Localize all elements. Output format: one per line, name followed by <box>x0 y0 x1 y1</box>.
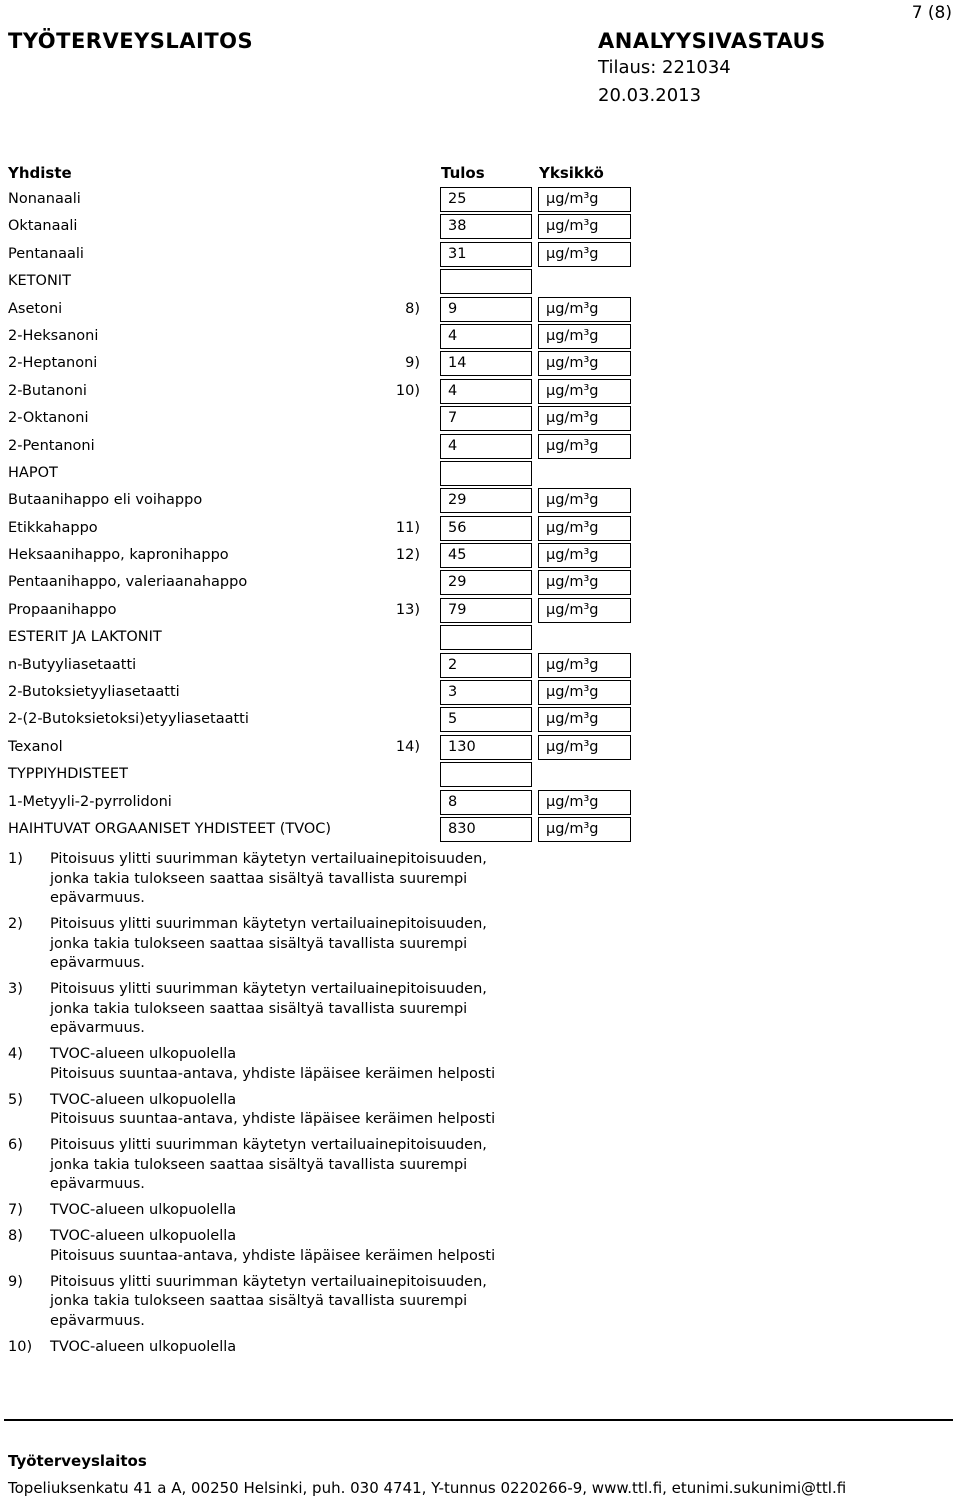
result-cell-border <box>440 269 532 294</box>
table-row <box>0 652 640 679</box>
footnote <box>0 1045 640 1084</box>
results-table <box>0 186 640 843</box>
result-value: 3 <box>448 684 458 701</box>
result-value: 79 <box>448 601 467 618</box>
table-row <box>0 241 640 268</box>
table-row <box>0 679 640 706</box>
result-value: 130 <box>448 738 476 755</box>
compound-name: Etikkahappo <box>8 519 98 536</box>
unit-label: µg/m³g <box>546 738 599 755</box>
compound-name: 2-Butoksietyyliasetaatti <box>8 684 180 701</box>
table-row <box>0 515 640 542</box>
footnote-text: TVOC-alueen ulkopuolella <box>50 1338 237 1355</box>
compound-name: 2-Oktanoni <box>8 410 89 427</box>
unit-label: µg/m³g <box>546 793 599 810</box>
compound-name: 2-Heptanoni <box>8 355 98 372</box>
result-value: 29 <box>448 574 467 591</box>
footnote-number: 2) <box>8 916 23 932</box>
footer-divider <box>4 1419 953 1421</box>
footnote <box>0 1201 640 1221</box>
order-number: Tilaus: 221034 <box>598 57 731 78</box>
table-row <box>0 350 640 377</box>
table-row <box>0 186 640 213</box>
table-row <box>0 487 640 514</box>
compound-name: Texanol <box>8 738 63 755</box>
footnote <box>0 1136 640 1195</box>
footnote <box>0 915 640 974</box>
compound-name: Oktanaali <box>8 218 78 235</box>
footnote <box>0 850 640 909</box>
unit-label: µg/m³g <box>546 355 599 372</box>
table-row <box>0 268 640 295</box>
compound-name: HAIHTUVAT ORGAANISET YHDISTEET (TVOC) <box>8 820 332 837</box>
footnote <box>0 1338 640 1358</box>
footnote <box>0 980 640 1039</box>
result-cell-border <box>440 625 532 650</box>
table-row <box>0 761 640 788</box>
unit-label: µg/m³g <box>546 327 599 344</box>
compound-name: 2-Butanoni <box>8 382 87 399</box>
column-header-result: Tulos <box>441 164 485 182</box>
footnote-number: 4) <box>8 1046 23 1062</box>
result-value: 25 <box>448 191 467 207</box>
unit-label: µg/m³g <box>546 191 599 207</box>
footnote-number: 1) <box>8 851 23 867</box>
footnote-ref: 9) <box>405 355 420 372</box>
unit-label: µg/m³g <box>546 574 599 591</box>
compound-name: Asetoni <box>8 300 63 317</box>
compound-name: HAPOT <box>8 464 58 481</box>
footnote-number: 10) <box>8 1338 33 1355</box>
footnote-ref: 11) <box>395 519 420 536</box>
footnote-text: TVOC-alueen ulkopuolella Pitoisuus suuntaa-antava, yhdiste läpäisee keräimen helposti <box>50 1091 496 1127</box>
result-value: 4 <box>448 327 458 344</box>
compound-name: Butaanihappo eli voihappo <box>8 492 203 509</box>
table-row <box>0 323 640 350</box>
result-cell-border <box>440 762 532 787</box>
column-header-unit: Yksikkö <box>539 164 604 182</box>
report-date: 20.03.2013 <box>598 85 702 106</box>
table-row <box>0 405 640 432</box>
table-row <box>0 816 640 843</box>
compound-name: n-Butyyliasetaatti <box>8 656 137 673</box>
footnote-ref: 14) <box>395 738 420 755</box>
footnote-number: 7) <box>8 1202 23 1218</box>
footnotes <box>0 850 640 1364</box>
footnote-number: 3) <box>8 981 23 997</box>
unit-label: µg/m³g <box>546 382 599 399</box>
compound-name: 2-(2-Butoksietoksi)etyyliasetaatti <box>8 711 249 728</box>
footnote-ref: 13) <box>395 601 420 618</box>
table-row <box>0 706 640 733</box>
footnote-ref: 8) <box>405 300 420 317</box>
footnote-number: 6) <box>8 1137 23 1153</box>
unit-label: µg/m³g <box>546 492 599 509</box>
footnote-text: Pitoisuus ylitti suurimman käytetyn vertailuainepitoisuuden, jonka takia tulokseen saattaa sisältyä tavallista suurempi epävarmuus. <box>50 1273 487 1329</box>
unit-label: µg/m³g <box>546 547 599 564</box>
unit-label: µg/m³g <box>546 711 599 728</box>
column-header-compound: Yhdiste <box>8 164 72 182</box>
table-row <box>0 296 640 323</box>
result-cell-border <box>440 461 532 486</box>
unit-label: µg/m³g <box>546 601 599 618</box>
unit-label: µg/m³g <box>546 245 599 262</box>
compound-name: KETONIT <box>8 273 71 290</box>
unit-label: µg/m³g <box>546 300 599 317</box>
compound-name: Nonanaali <box>8 191 81 207</box>
table-row <box>0 734 640 761</box>
table-row <box>0 378 640 405</box>
compound-name: 2-Pentanoni <box>8 437 95 454</box>
unit-label: µg/m³g <box>546 519 599 536</box>
result-value: 45 <box>448 547 467 564</box>
compound-name: Propaanihappo <box>8 601 117 618</box>
table-row <box>0 460 640 487</box>
table-row <box>0 597 640 624</box>
footnote-text: Pitoisuus ylitti suurimman käytetyn vertailuainepitoisuuden, jonka takia tulokseen saattaa sisältyä tavallista suurempi epävarmuus. <box>50 916 487 971</box>
footnote-ref: 10) <box>395 382 420 399</box>
footnote-text: TVOC-alueen ulkopuolella Pitoisuus suuntaa-antava, yhdiste läpäisee keräimen helposti <box>50 1046 496 1082</box>
compound-name: TYPPIYHDISTEET <box>8 766 128 783</box>
unit-label: µg/m³g <box>546 218 599 235</box>
compound-name: ESTERIT JA LAKTONIT <box>8 629 162 646</box>
unit-label: µg/m³g <box>546 437 599 454</box>
table-row <box>0 789 640 816</box>
footnote-text: TVOC-alueen ulkopuolella <box>50 1202 237 1218</box>
result-value: 2 <box>448 656 458 673</box>
footnote-text: TVOC-alueen ulkopuolella Pitoisuus suuntaa-antava, yhdiste läpäisee keräimen helposti <box>50 1228 496 1264</box>
result-value: 7 <box>448 410 458 427</box>
result-value: 4 <box>448 437 458 454</box>
table-row <box>0 213 640 240</box>
compound-name: 1-Metyyli-2-pyrrolidoni <box>8 793 172 810</box>
result-value: 38 <box>448 218 467 235</box>
result-value: 29 <box>448 492 467 509</box>
unit-label: µg/m³g <box>546 684 599 701</box>
footnote-number: 5) <box>8 1091 23 1108</box>
footnote <box>0 1227 640 1266</box>
result-value: 31 <box>448 245 467 262</box>
compound-name: Pentaanihappo, valeriaanahappo <box>8 574 248 591</box>
footnote <box>0 1091 640 1130</box>
footnote-text: Pitoisuus ylitti suurimman käytetyn vertailuainepitoisuuden, jonka takia tulokseen saattaa sisältyä tavallista suurempi epävarmuus. <box>50 851 487 906</box>
footnote-text: Pitoisuus ylitti suurimman käytetyn vertailuainepitoisuuden, jonka takia tulokseen saattaa sisältyä tavallista suurempi epävarmuus. <box>50 981 487 1036</box>
result-value: 56 <box>448 519 467 536</box>
page-number: 7 (8) <box>911 3 952 23</box>
footnote-text: Pitoisuus ylitti suurimman käytetyn vertailuainepitoisuuden, jonka takia tulokseen saattaa sisältyä tavallista suurempi epävarmuus. <box>50 1137 487 1192</box>
result-value: 830 <box>448 820 476 837</box>
compound-name: Pentanaali <box>8 245 84 262</box>
unit-label: µg/m³g <box>546 656 599 673</box>
table-row <box>0 624 640 651</box>
compound-name: 2-Heksanoni <box>8 327 99 344</box>
footer-address: Topeliuksenkatu 41 a A, 00250 Helsinki, puh. 030 4741, Y-tunnus 0220266-9, www.ttl.fi, etunimi.sukunimi@ttl.fi <box>8 1479 847 1497</box>
result-value: 9 <box>448 300 458 317</box>
document-title: ANALYYSIVASTAUS <box>598 29 826 53</box>
footnote-ref: 12) <box>395 547 420 564</box>
table-row <box>0 433 640 460</box>
footnote-number: 9) <box>8 1273 23 1290</box>
result-value: 8 <box>448 793 458 810</box>
result-value: 4 <box>448 382 458 399</box>
unit-label: µg/m³g <box>546 820 599 837</box>
compound-name: Heksaanihappo, kapronihappo <box>8 547 229 564</box>
unit-label: µg/m³g <box>546 410 599 427</box>
footer-organization: Työterveyslaitos <box>8 1452 147 1470</box>
result-value: 5 <box>448 711 458 728</box>
table-row <box>0 569 640 596</box>
table-row <box>0 542 640 569</box>
result-value: 14 <box>448 355 467 372</box>
footnote <box>0 1273 640 1332</box>
organization-name: TYÖTERVEYSLAITOS <box>8 29 254 53</box>
footnote-number: 8) <box>8 1228 23 1244</box>
